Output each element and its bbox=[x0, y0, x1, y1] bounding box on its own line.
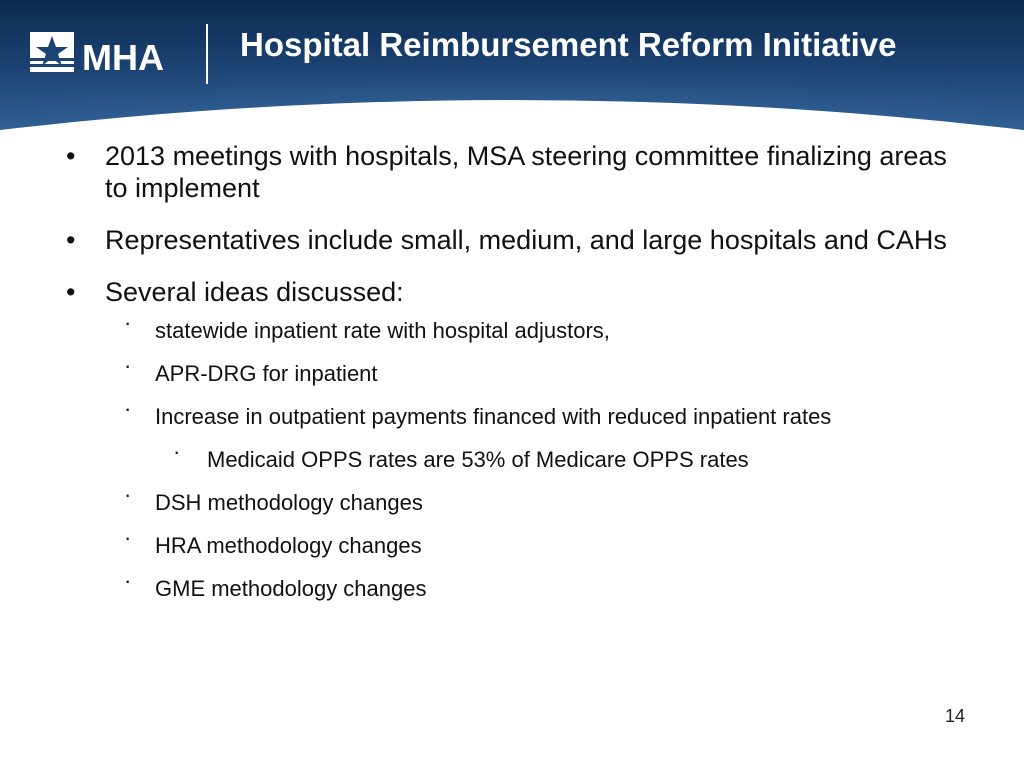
sub-bullet-item bbox=[66, 310, 956, 348]
sub-bullet-item bbox=[66, 568, 956, 606]
mha-logo bbox=[28, 28, 188, 80]
bullet-dot-icon: • bbox=[66, 141, 76, 171]
bullet-item bbox=[66, 276, 956, 308]
page-number: 14 bbox=[944, 706, 965, 726]
slide-title: Hospital Reimbursement Reform Initiative bbox=[240, 26, 897, 63]
sub-sub-bullet-dot-icon: · bbox=[173, 439, 181, 464]
sub-bullet-list bbox=[66, 310, 956, 606]
sub-bullet-text: APR-DRG for inpatient bbox=[155, 361, 378, 386]
bullet-dot-icon: • bbox=[66, 225, 76, 255]
sub-bullet-text: DSH methodology changes bbox=[155, 490, 423, 515]
sub-bullet-item bbox=[66, 353, 956, 391]
bullet-text: Representatives include small, medium, and large hospitals and CAHs bbox=[105, 225, 947, 255]
bullet-text: Several ideas discussed: bbox=[105, 277, 404, 307]
bullet-item bbox=[66, 224, 956, 256]
sub-bullet-dot-icon: · bbox=[124, 568, 132, 593]
sub-bullet-text: HRA methodology changes bbox=[155, 533, 422, 558]
bullet-item bbox=[66, 140, 956, 204]
slide-header bbox=[0, 0, 1024, 140]
sub-bullet-dot-icon: · bbox=[124, 525, 132, 550]
logo-divider bbox=[206, 24, 208, 84]
sub-bullet-item bbox=[66, 396, 956, 434]
sub-sub-bullet-item bbox=[66, 439, 956, 477]
sub-bullet-text: GME methodology changes bbox=[155, 576, 427, 601]
sub-bullet-dot-icon: · bbox=[124, 310, 132, 335]
slide-body bbox=[66, 140, 956, 615]
sub-bullet-item bbox=[66, 482, 956, 520]
bullet-dot-icon: • bbox=[66, 277, 76, 307]
sub-bullet-dot-icon: · bbox=[124, 482, 132, 507]
sub-bullet-dot-icon: · bbox=[124, 396, 132, 421]
sub-bullet-item bbox=[66, 525, 956, 563]
logo-text: MHA bbox=[82, 37, 164, 78]
sub-sub-bullet-text: Medicaid OPPS rates are 53% of Medicare OPPS rates bbox=[207, 447, 749, 472]
bullet-text: 2013 meetings with hospitals, MSA steering committee finalizing areas to implement bbox=[105, 141, 947, 203]
sub-bullet-text: Increase in outpatient payments financed with reduced inpatient rates bbox=[155, 404, 832, 429]
sub-bullet-dot-icon: · bbox=[124, 353, 132, 378]
sub-bullet-text: statewide inpatient rate with hospital adjustors, bbox=[155, 318, 610, 343]
mha-logo-graphic bbox=[28, 28, 188, 80]
